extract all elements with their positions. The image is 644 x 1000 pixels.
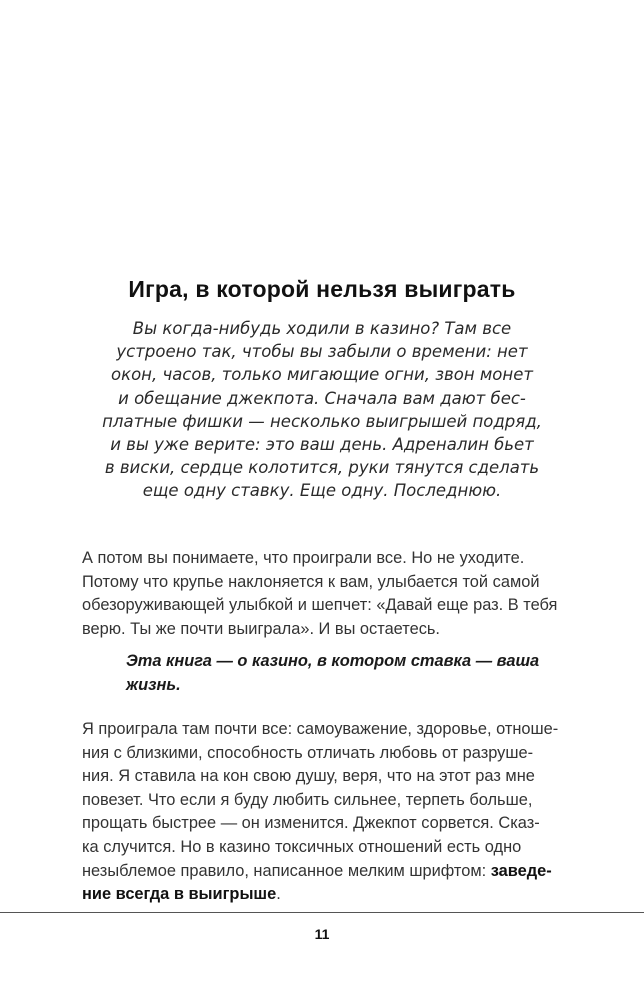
- epigraph-line: еще одну ставку. Еще одну. Последнюю.: [142, 481, 502, 501]
- chapter-title: Игра, в которой нельзя выиграть: [128, 276, 516, 302]
- emphasis-line: Эта книга — о казино, в котором ставка — ваша: [126, 652, 540, 670]
- paragraph-line: ния с близкими, способность отличать любовь от разруше-: [82, 743, 534, 762]
- paragraph-line: [82, 860, 562, 884]
- epigraph-line: устроено так, чтобы вы забыли о времени: нет: [116, 342, 528, 362]
- paragraph-line: [82, 883, 562, 907]
- paragraph-line: Я проиграла там почти все: самоуважение, здоровье, отноше-: [82, 720, 559, 738]
- paragraph-line: А потом вы понимаете, что проиграли все. Но не уходите.: [82, 549, 525, 567]
- paragraph-line: ка случится. Но в казино токсичных отношений есть одно: [82, 837, 522, 856]
- epigraph-line: в виски, сердце колотится, руки тянутся сделать: [104, 458, 540, 478]
- epigraph-line: и обещание джекпота. Сначала вам дают бес-: [118, 388, 526, 408]
- epigraph-line: и вы уже верите: это ваш день. Адреналин бьет: [110, 435, 534, 455]
- paragraph-line: ния. Я ставила на кон свою душу, веря, что на этот раз мне: [82, 767, 535, 786]
- epigraph-line: платные фишки — несколько выигрышей подряд,: [102, 411, 542, 431]
- paragraph-line: верю. Ты же почти выиграла». И вы остаетесь.: [82, 619, 440, 638]
- page-number: 11: [314, 926, 330, 942]
- paragraph-line: повезет. Что если я буду любить сильнее, терпеть больше,: [82, 790, 533, 809]
- paragraph-line: обезоруживающей улыбкой и шепчет: «Давай еще раз. В тебя: [82, 596, 558, 615]
- epigraph-line: Вы когда-нибудь ходили в казино? Там все: [132, 319, 512, 338]
- paragraph-2: [82, 718, 562, 907]
- paragraph-text: незыблемое правило, написанное мелким шрифтом:: [82, 861, 491, 880]
- emphasis-line: жизнь.: [126, 675, 181, 694]
- paragraph-line: Потому что крупье наклоняется к вам, улыбается той самой: [82, 572, 540, 591]
- epigraph-line: окон, часов, только мигающие огни, звон монет: [111, 365, 533, 385]
- emphasis-quote: [126, 650, 546, 697]
- footer-divider: [0, 912, 644, 913]
- bold-phrase: заведе-: [490, 861, 552, 880]
- paragraph-text: .: [276, 885, 281, 904]
- bold-phrase: ние всегда в выигрыше: [82, 885, 277, 904]
- paragraph-line: прощать быстрее — он изменится. Джекпот сорвется. Сказ-: [82, 814, 540, 833]
- paragraph-1: [82, 547, 562, 641]
- epigraph: [80, 317, 564, 503]
